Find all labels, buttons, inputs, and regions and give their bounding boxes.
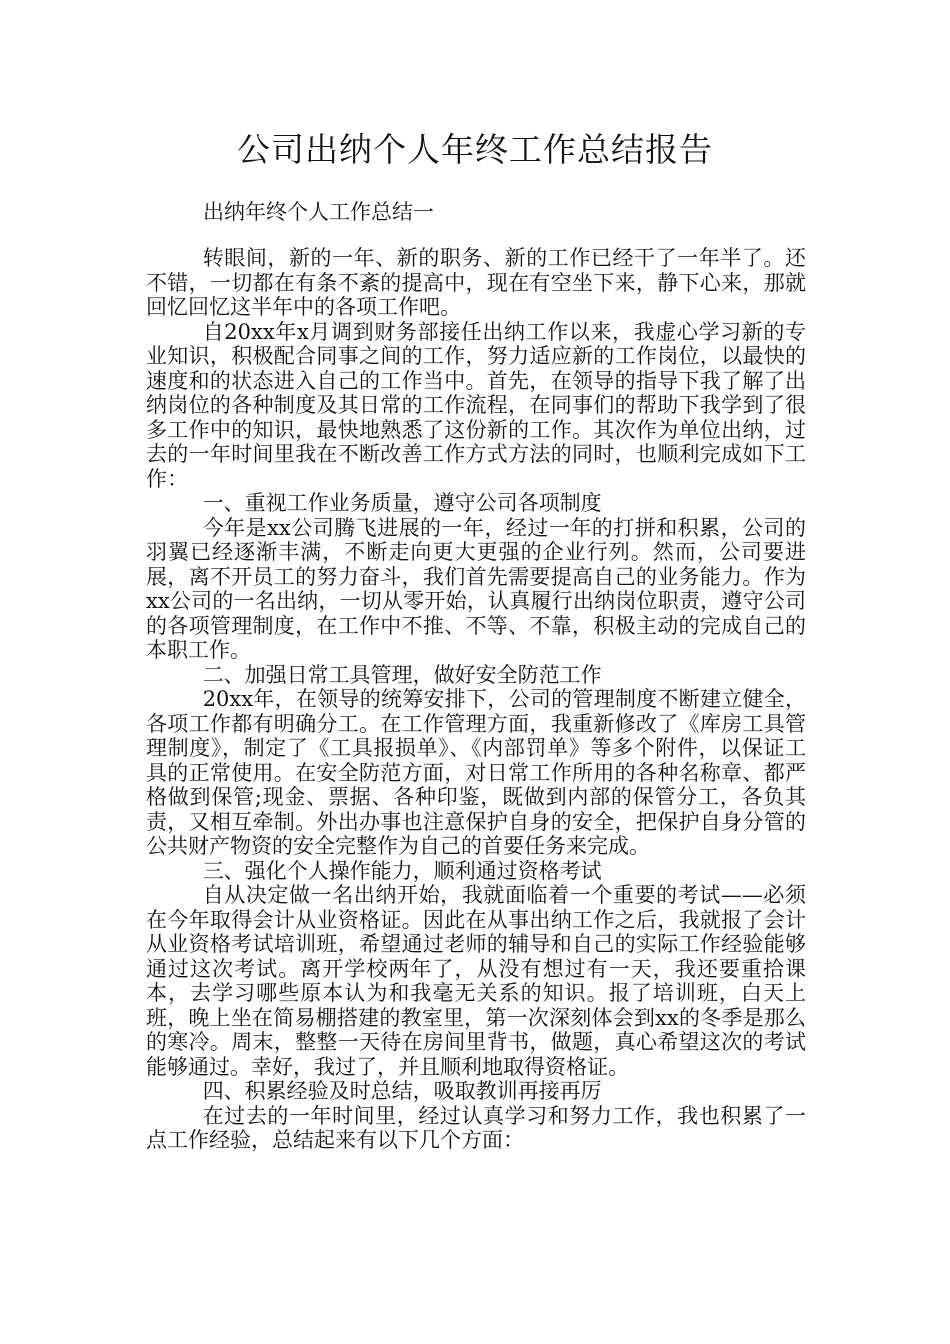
document-title: 公司出纳个人年终工作总结报告	[237, 130, 713, 169]
section-heading-4: 四、积累经验及时总结，吸取教训再接再厉	[202, 1079, 602, 1103]
paragraph-section-4: 在过去的一年时间里，经过认真学习和努力工作，我也积累了一点工作经验，总结起来有以下几个方面：	[146, 1103, 806, 1152]
section-heading-3: 三、强化个人操作能力，顺利通过资格考试	[202, 858, 602, 883]
paragraph-intro: 转眼间，新的一年、新的职务、新的工作已经干了一年半了。还不错，一切都在有条不紊的提高中，现在有空坐下来，静下心来，那就回忆回忆这半年中的各项工作吧。	[146, 246, 806, 319]
document-subtitle: 出纳年终个人工作总结一	[203, 200, 434, 224]
section-heading-1: 一、重视工作业务质量，遵守公司各项制度	[202, 491, 602, 515]
paragraph-background: 自20xx年x月调到财务部接任出纳工作以来，我虚心学习新的专业知识，积极配合同事之间的工作，努力适应新的工作岗位，以最快的速度和的状态进入自己的工作当中。首先，在领导的指导下我了解了出纳岗位的各种制度及其日常的工作流程，在同事们的帮助下我学到了很多工作中的知识，最快地熟悉了这份新的工作。其次作为单位出纳，过去的一年时间里我在不断改善工作方式方法的同时，也顺利完成如下工作：	[146, 319, 806, 491]
document-body	[146, 246, 806, 1153]
paragraph-section-3: 自从决定做一名出纳开始，我就面临着一个重要的考试——必须在今年取得会计从业资格证。因此在从事出纳工作之后，我就报了会计从业资格考试培训班，希望通过老师的辅导和自己的实际工作经验能够通过这次考试。离开学校两年了，从没有想过有一天，我还要重拾课本，去学习哪些原本认为和我毫无关系的知识。报了培训班，白天上班，晚上坐在简易棚搭建的教室里，第一次深刻体会到xx的冬季是那么的寒冷。周末，整整一天待在房间里背书，做题，真心希望这次的考试能够通过。幸好，我过了，并且顺利地取得资格证。	[146, 883, 806, 1079]
section-heading-2: 二、加强日常工具管理，做好安全防范工作	[202, 662, 602, 687]
paragraph-section-1: 今年是xx公司腾飞进展的一年，经过一年的打拼和积累，公司的羽翼已经逐渐丰满，不断走向更大更强的企业行列。然而，公司要进展，离不开员工的努力奋斗，我们首先需要提高自己的业务能力。作为xx公司的一名出纳，一切从零开始，认真履行出纳岗位职责，遵守公司的各项管理制度，在工作中不推、不等、不靠，积极主动的完成自己的本职工作。	[146, 515, 806, 662]
paragraph-section-2: 20xx年，在领导的统筹安排下，公司的管理制度不断建立健全，各项工作都有明确分工。在工作管理方面，我重新修改了《库房工具管理制度》，制定了《工具报损单》、《内部罚单》等多个附件，以保证工具的正常使用。在安全防范方面，对日常工作所用的各种名称章、都严格做到保管;现金、票据、各种印鉴，既做到内部的保管分工，各负其责，又相互牵制。外出办事也注意保护自身的安全，把保护自身分管的公共财产物资的安全完整作为自己的首要任务来完成。	[146, 687, 806, 858]
